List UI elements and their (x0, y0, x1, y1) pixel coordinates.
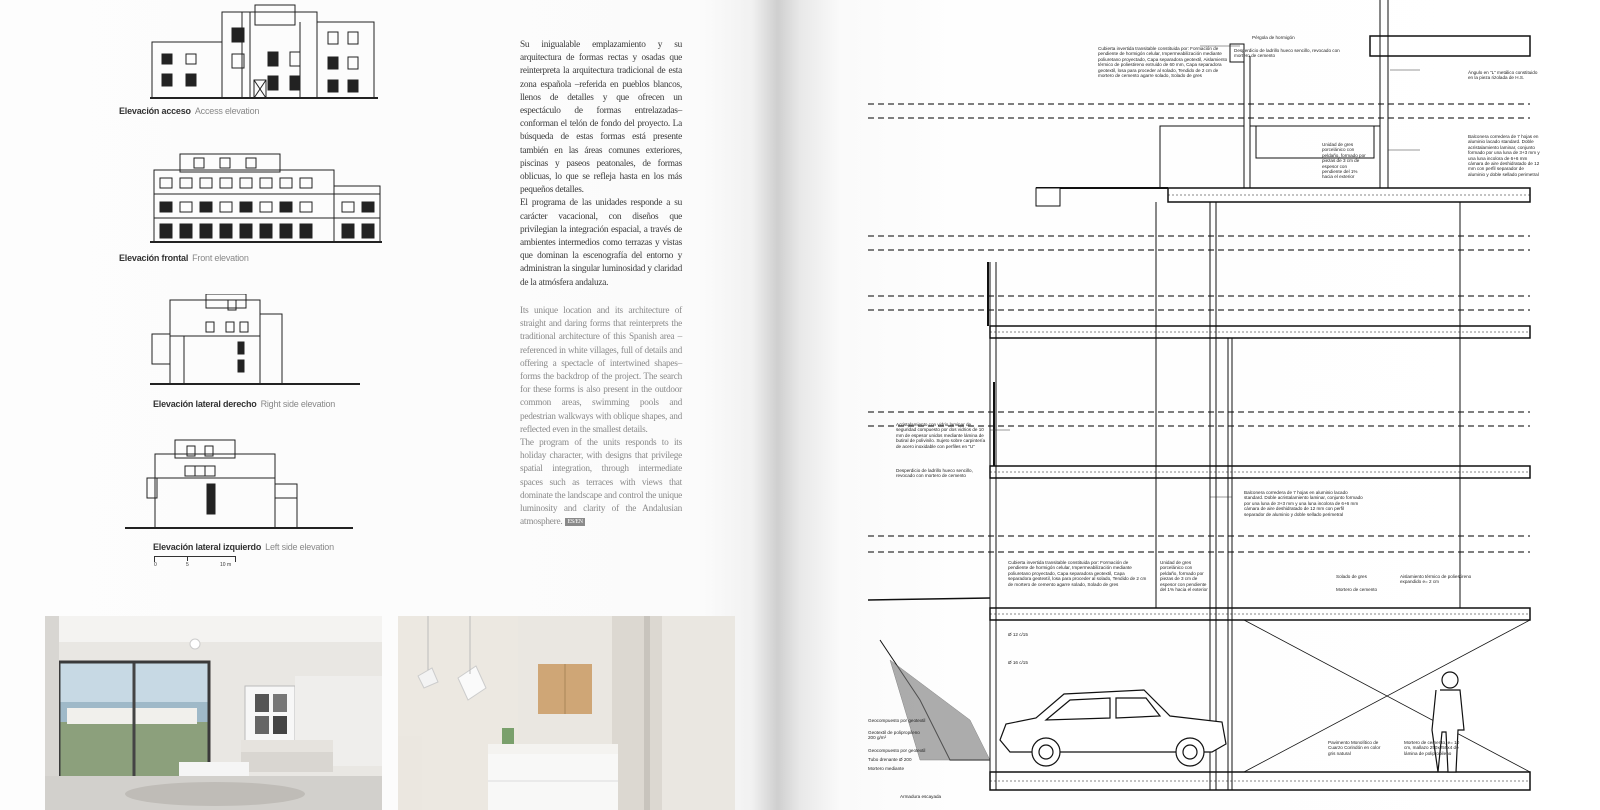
paragraph: El programa de las unidades responde a su carácter vacacional, con diseños que privilegian la integración espacial, a través de ambientes intermedios como terrazas y vistas que dominan la escenografía del entorno y administran la singular luminosidad y claridad de la atmósfera andaluza. (520, 198, 682, 288)
scale-bar (154, 556, 238, 572)
paragraph (520, 437, 682, 529)
note-pavement: Pavimento Monolítico de Cuarzo Corindón en color gris natural (1328, 740, 1381, 756)
scale-label-5: 5 (186, 562, 189, 568)
scale-label-10: 10 m (220, 562, 232, 568)
caption-en: Right side elevation (260, 399, 336, 409)
note-brick: Desperdicio de ladrillo hueco sencillo, revocado con mortero de cemento (1234, 48, 1340, 59)
note-gres: Unidad de gres porcelánico con peldaño, formado por piezas de 3 cm de espesor con pendiente del 1% hacia el exterior (1322, 142, 1366, 180)
body-text-spanish (520, 39, 682, 290)
note-drain: Tubo drenante Ø 200 (868, 757, 912, 762)
note-pergola: Pérgola de hormigón (1252, 35, 1295, 40)
caption-es: Elevación lateral izquierdo (153, 542, 262, 552)
note-armadura: Armadura escayada (900, 794, 942, 799)
note-balcony: Balconera corredera de 7 hojas en aluminio lacado standard. Doble acristalamiento laminar, conjunto formado por una luna de 3+3 mm y una luna incolora de 6+6 mm cámara de aire deshidratado de 12 mm con perfil separador de aluminio y doble sellado perimetral (1468, 134, 1540, 177)
paragraph: Its unique location and its architecture of straight and daring forms that reinterprets the traditional architecture of this Spanish area –referenced in white villages, full of details and offering a spectacle of intertwined shapes– forms the backdrop of the project. The search for these forms is also present in the outdoor common areas, swimming pools and pedestrian walkways with oblique shapes, and reflected even in the smallest details. (520, 306, 682, 435)
paragraph-text: The program of the units responds to its holiday character, with designs that privilege spatial integration, through intermediate spaces such as terraces with views that dominate the landscape and control the unique luminosity and clarity of the Andalusian atmosphere. (520, 438, 682, 528)
caption-es: Elevación acceso (119, 106, 191, 116)
access-elevation-drawing (150, 2, 390, 108)
caption-es: Elevación frontal (119, 253, 189, 263)
note-mortar-base: Mortero mediante (868, 766, 905, 771)
caption-en: Left side elevation (265, 542, 334, 552)
note-angle: Ángulo en "L" metálico constituido en la pieza rizolada de H.S. (1468, 70, 1538, 81)
front-elevation-drawing (150, 148, 390, 250)
paragraph: Su inigualable emplazamiento y su arquitectura de formas rectas y osadas que reinterpreta la arquitectura tradicional de esta zona española –referida en pueblos blancos, llenos de detalles y que ofrecen un espectáculo de formas entrelazadas– conforman el telón de fondo del proyecto. La búsqueda de estas formas está presente también en las áreas comunes exteriores, piscinas y paseos peatonales, de formas oblicuas, lo que se refleja hasta en los más pequeños detalles. (520, 40, 682, 196)
note-mortero: Mortero de cemento (1336, 587, 1378, 592)
caption-en: Access elevation (194, 106, 260, 116)
note-balcony-2: Balconera corredera de 7 hojas en aluminio lacado standard. Doble acristalamiento laminar, conjunto formado por una luna de 3+3 mm y una luna incolora de 6+6 mm cámara de aire deshidratado de 12 mm con perfil separador de aluminio y doble sellado perimetral (1244, 490, 1363, 517)
right-side-elevation-drawing (150, 294, 360, 394)
note-rebar-16: Ø 16 c/15 (1008, 660, 1028, 665)
caption-en: Front elevation (192, 253, 249, 263)
scale-label-0: 0 (154, 562, 157, 568)
note-solado: Solado de gres (1336, 574, 1367, 579)
note-brick-2: Desperdicio de ladrillo hueco sencillo, revocado con mortero de cemento (896, 468, 973, 479)
note-geotextile-pp: Geotextil de polipropileno 200 g/m² (868, 730, 920, 741)
kitchen-photo (398, 616, 735, 810)
caption-front-elevation (119, 253, 249, 263)
caption-left-side-elevation (153, 542, 334, 552)
caption-right-side-elevation (153, 399, 335, 409)
note-geotextile: Geocompuesto por geotextil (868, 718, 926, 723)
body-text-english (520, 305, 682, 529)
note-glass: Acristalamiento con vidrio laminar de seguridad compuesto por dos vidrios de 10 mm de espesor unidos mediante lámina de butiral de polivinilo. Sujeto sobre carpintería de acero inoxidable con perfiles en "U" (896, 422, 986, 449)
end-mark: ES/EN (567, 519, 583, 526)
note-insulation: Aislamiento térmico de poliestireno expandido e= 2 cm (1400, 574, 1472, 585)
left-side-elevation-drawing (125, 438, 365, 538)
construction-section-drawing (860, 0, 1540, 810)
note-roof: Cubierta invertida transitable constituida por: Formación de pendiente de hormigón celular, Impermeabilización mediante poliuretano proyectado, Capa separadora geotextil, Aislamiento térmico de poliestireno extruido de 60 mm, Capa separadora geotextil, losa para proceder al solado, Tendido de 2 cm de mortero de cemento agarre solado, Solado de gres (1098, 46, 1228, 79)
caption-access-elevation (119, 106, 259, 116)
note-rebar-12: Ø 12 c/15 (1008, 632, 1028, 637)
note-roof-2: Cubierta invertida transitable constituida por: Formación de pendiente de hormigón celular, Impermeabilización mediante poliuretano proyectado, Capa separadora geotextil, Capa separadora geotextil, losa para proceder al solado, Tendido de 2 cm de mortero de cemento agarre solado, Solado de gres (1008, 560, 1147, 587)
note-gres-2: Unidad de gres porcelánico con peldaño, formado por piezas de 3 cm de espesor con pendiente del 1% hacia el exterior (1160, 560, 1208, 593)
note-geotextile-2: Geocompuesto por geotextil (868, 748, 926, 753)
caption-es: Elevación lateral derecho (153, 399, 257, 409)
living-room-photo (45, 616, 382, 810)
note-slab-mortar: Mortero de cemento, e= 10 cm, mallazo 250x250x4 de lámina de polipropileno (1404, 740, 1460, 756)
